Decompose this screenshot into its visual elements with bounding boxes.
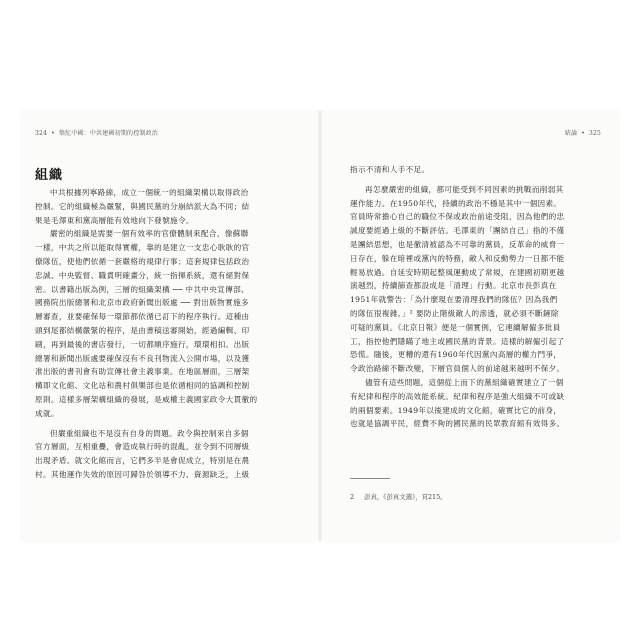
text-line: 儘管有這些問題，這個從上而下的黨組織確實建立了一個 <box>365 377 564 387</box>
text-line: 的兩個要素。1949年以後建成的文化館，確實比它的前身， <box>350 405 562 415</box>
text-line: 村。其他運作失效的原因可歸咎於領導不力、資源缺乏，上級 <box>35 469 250 479</box>
left-page <box>21 111 320 541</box>
text-line: 國務院出版總署和北京市政府新聞出版處 ── 對出版物實施多 <box>35 298 249 308</box>
header-separator: • <box>581 130 585 137</box>
header-separator: • <box>51 130 55 137</box>
text-line: 嚴密的組織是需要一個有效率的官僚體制來配合，像蘇聯 <box>50 229 249 239</box>
text-line: 控制。它的組織極為嚴緊，與國民黨的分崩結派大為不同；結 <box>35 201 250 211</box>
book-spread <box>21 111 619 541</box>
text-line: 是團結思想，也是徹清被認為不可靠的黨員，反革命的威脅一 <box>350 239 565 249</box>
left-running-head: 築紅中國：中共建國初期的控制政治 <box>58 130 159 137</box>
right-page <box>320 111 619 541</box>
footnote-text: 彭真，《彭真文選》，頁215。 <box>364 493 447 501</box>
left-page-number: 324 <box>35 130 48 137</box>
section-title: 組織 <box>35 168 64 183</box>
text-line: 可疑的黨員。《北京日報》便是一個實例，它連續解僱多批員 <box>350 322 561 332</box>
text-line: 再怎麼嚴密的組織，都可能受到不同因素的挑戰而削弱其 <box>365 184 564 194</box>
text-line: 密。以書籍出版為例，三層的組織架構 ── 中共中央宣傳部、 <box>35 284 249 294</box>
right-page-number: 325 <box>588 130 601 137</box>
text-line: 僚隊伍，使他們依循一套嚴格的規律行事；這套規律包括政治 <box>35 256 250 266</box>
text-line: 構即文化館、文化站和農村俱樂部也是依循相同的協調和控制 <box>35 381 250 391</box>
right-running-header <box>565 128 601 137</box>
text-line: 也就是協調平民，經費不夠的國民黨的民眾教育館有效得多。 <box>350 419 565 429</box>
text-line: 運作能力。在1950年代，持續的政治不穩是其中一個因素。 <box>350 198 562 208</box>
text-line: 指示不清和人手不足。 <box>350 165 430 174</box>
footnote-rule <box>350 478 390 479</box>
text-line: 刷，再到最後的書店發行，一切都順序施行，環環相扣。出版 <box>35 339 250 349</box>
text-line: 誠度要經過上級的不斷評估。毛澤東的「團結自己」指的不僅 <box>350 226 565 236</box>
text-line: 頭到尾都結構嚴緊的程序，是由書稿送審開始，經過編輯、印 <box>35 325 250 335</box>
text-line: 忠誠、中央監督、職責明確畫分，統一指揮系統，還有絕對保 <box>35 270 250 280</box>
right-running-head: 結論 <box>564 130 578 137</box>
text-line: 出現矛盾。就文化館而言，它們多半是會促成立，特別是在農 <box>35 456 250 466</box>
left-body-text <box>35 186 299 482</box>
text-line: 1951年就警告：「為什麼現在要清理我們的隊伍？因為我們 <box>350 295 558 305</box>
footnote-number: 2 <box>350 493 355 501</box>
text-line: 一樣，中共之所以能取得實權，靠的是建立一支忠心耿耿的官 <box>35 243 250 253</box>
text-line: 但嚴重組織也不是沒有自身的問題。政令與控制來自多個 <box>50 428 249 438</box>
text-line: 令政治路線不斷改變，下層官員個人的前途越來越明不保夕。 <box>350 364 565 374</box>
text-line: 演越烈，持續篩查都設成是「清理」行動。北京市長彭真在 <box>350 281 557 291</box>
text-line: 官員時常擔心自己的職位不保或政治前途受阻，因為他們的忠 <box>350 212 565 222</box>
text-line: 准出版的書刊會有助宣傳社會主義事業。在地區層面，三層架 <box>35 367 250 377</box>
text-line: 中共根據列寧路線，成立一個統一的組織架構以取得政治 <box>50 188 249 197</box>
text-line: 成就。 <box>35 408 59 418</box>
text-line: 果是毛澤東和黨高層能有效地向下發號施令。 <box>35 215 194 225</box>
right-body-text <box>350 163 612 431</box>
left-running-header <box>35 128 158 137</box>
text-line: 官方層面，互相重疊，會造成執行時的混亂，並令到不同層級 <box>35 442 250 452</box>
text-line: 工，指控他們隱瞞了地主或國民黨的背景。這樣的解僱引起了 <box>350 336 565 346</box>
text-line: 輕易放過。自延安時期起整風運動成了常規，在建國初期更越 <box>350 267 565 277</box>
text-line: 層審查，並要確保每一環節都依循已訂下的程序執行。這種由 <box>35 312 250 322</box>
text-line: 日存在，躲在暗裡或黨內的特務，敵人和反動勢力一日都不能 <box>350 253 565 263</box>
text-line: 原則。這樣多層架構組織的發展，是威權主義國家政令大貫徹的 <box>35 394 258 404</box>
text-line: 的隊伍很複雜。」² 要防止階級敵人的滲透，就必須不斷鏟除 <box>350 308 559 318</box>
text-line: 有紀律和程序的高效能系統。紀律和程序是強大組織不可或缺 <box>350 391 565 401</box>
footnote <box>350 492 447 501</box>
text-line: 恐慌。隨後，更糟的還有1960年代因黨內高層的權力鬥爭， <box>350 350 562 360</box>
text-line: 總署和新聞出版處要確保沒有不良刊物流入公開市場，以及獲 <box>35 353 250 363</box>
